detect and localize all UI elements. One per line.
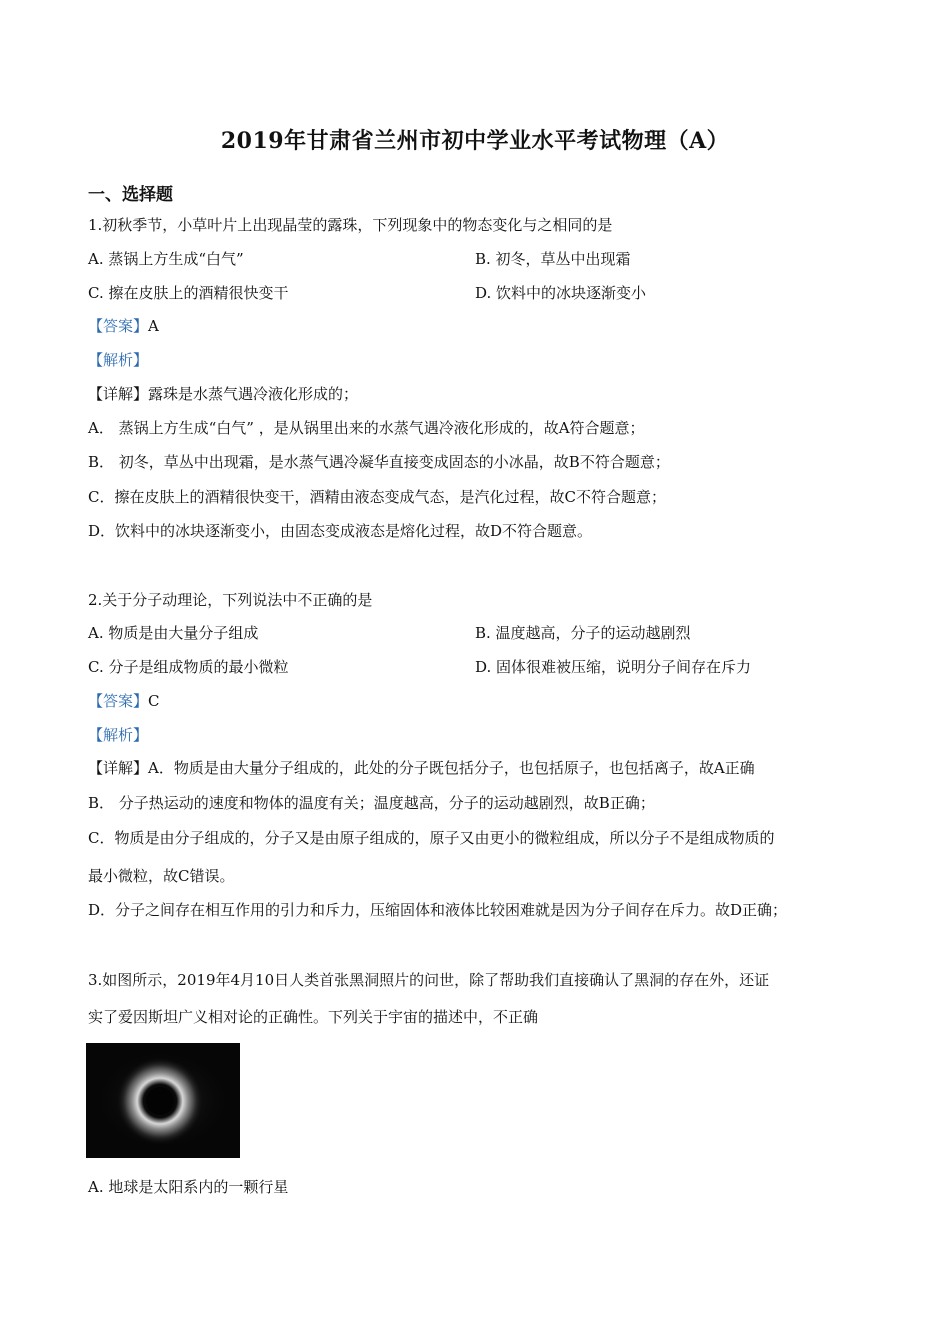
q2-stem: 2.关于分子动理论，下列说法中不正确的是 <box>88 591 373 609</box>
section-heading: 一、选择题 <box>88 185 173 205</box>
q1-stem: 1.初秋季节，小草叶片上出现晶莹的露珠，下列现象中的物态变化与之相同的是 <box>88 216 613 234</box>
detail-text: A．物质是由大量分子组成的，此处的分子既包括分子，也包括原子，也包括离子，故A正确 <box>148 759 755 777</box>
q3-stem-line1: 3.如图所示，2019年4月10日人类首张黑洞照片的问世，除了帮助我们直接确认了黑洞的存在外，还证 <box>88 971 770 989</box>
q2-explain-d: D．分子之间存在相互作用的引力和斥力，压缩固体和液体比较困难就是因为分子间存在斥力。故D正确； <box>88 901 788 919</box>
detail-tag: 【详解】 <box>88 385 149 403</box>
q2-option-c: C. 分子是组成物质的最小微粒 <box>88 658 289 676</box>
q2-option-a: A. 物质是由大量分子组成 <box>88 624 259 642</box>
q1-answer <box>88 316 159 336</box>
q1-option-c: C. 擦在皮肤上的酒精很快变干 <box>88 284 289 302</box>
q2-explain-c-line1: C．物质是由分子组成的，分子又是由原子组成的，原子又由更小的微粒组成，所以分子不是组成物质的 <box>88 829 775 847</box>
q3-stem-line2: 实了爱因斯坦广义相对论的正确性。下列关于宇宙的描述中，不正确 <box>88 1008 539 1026</box>
q3-option-a: A. 地球是太阳系内的一颗行星 <box>88 1178 289 1196</box>
q1-explain-c: C．擦在皮肤上的酒精很快变干，酒精由液态变成气态，是汽化过程，故C不符合题意； <box>88 488 666 506</box>
answer-value: A <box>148 317 159 335</box>
q1-option-b: B. 初冬，草丛中出现霜 <box>475 250 631 268</box>
black-hole-image <box>86 1043 240 1158</box>
answer-value: C <box>148 692 160 710</box>
q1-explain-d: D．饮料中的冰块逐渐变小，由固态变成液态是熔化过程，故D不符合题意。 <box>88 522 593 540</box>
q1-explain-a: A． 蒸锅上方生成“白气” ，是从锅里出来的水蒸气遇冷液化形成的，故A符合题意； <box>88 419 645 437</box>
q2-explain-b: B． 分子热运动的速度和物体的温度有关；温度越高，分子的运动越剧烈，故B正确； <box>88 794 655 812</box>
q2-answer <box>88 691 160 711</box>
q2-detail <box>88 758 755 778</box>
black-hole-graphic <box>86 1043 240 1158</box>
q1-option-a: A. 蒸锅上方生成“白气” <box>88 250 244 268</box>
q1-analysis-tag: 【解析】 <box>88 351 149 369</box>
page-title: 2019年甘肃省兰州市初中学业水平考试物理（A） <box>220 128 730 154</box>
answer-tag: 【答案】 <box>88 692 149 710</box>
q1-explain-b: B． 初冬，草丛中出现霜，是水蒸气遇冷凝华直接变成固态的小冰晶，故B不符合题意； <box>88 453 670 471</box>
q2-explain-c-line2: 最小微粒，故C错误。 <box>88 867 235 885</box>
q2-option-d: D. 固体很难被压缩，说明分子间存在斥力 <box>475 658 752 676</box>
q2-analysis-tag: 【解析】 <box>88 726 149 744</box>
q2-option-b: B. 温度越高，分子的运动越剧烈 <box>475 624 691 642</box>
q1-option-d: D. 饮料中的冰块逐渐变小 <box>475 284 647 302</box>
detail-text: 露珠是水蒸气遇冷液化形成的； <box>148 385 359 403</box>
answer-tag: 【答案】 <box>88 317 149 335</box>
q1-detail <box>88 384 358 404</box>
detail-tag: 【详解】 <box>88 759 149 777</box>
